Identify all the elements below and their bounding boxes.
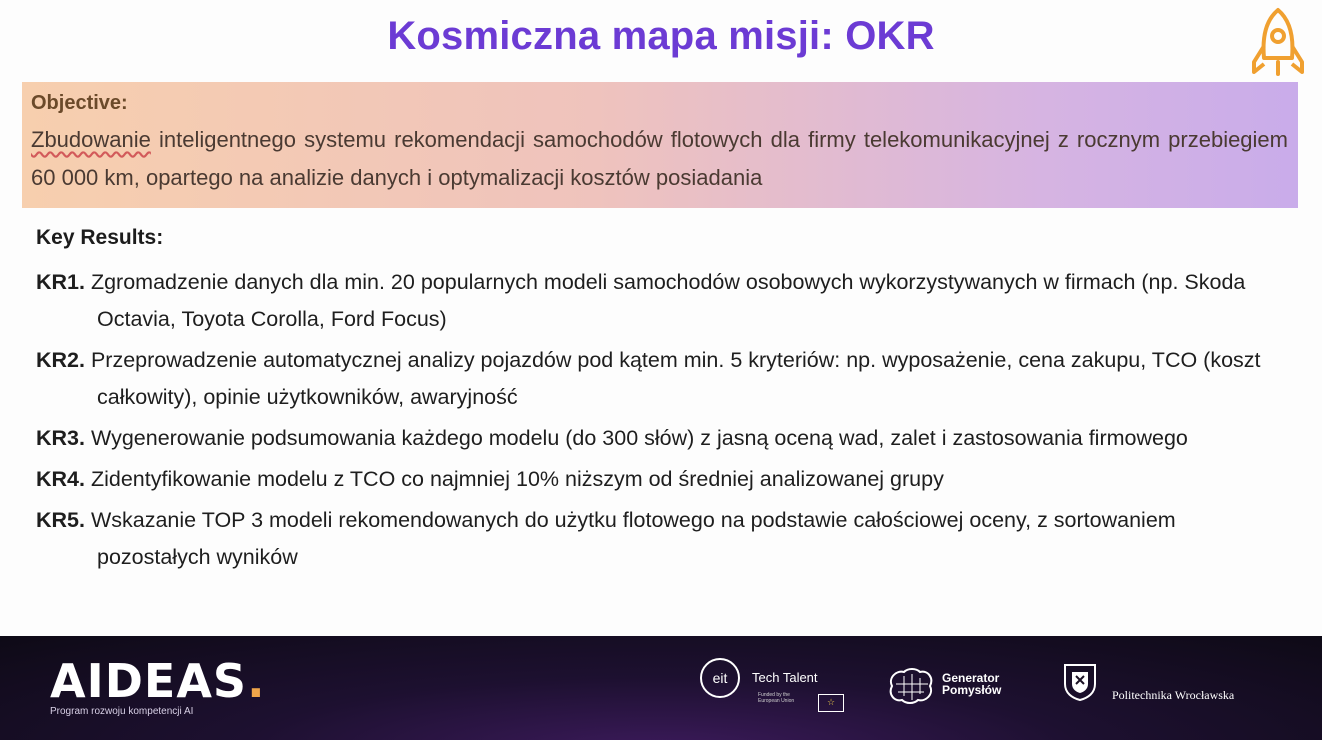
aideas-name: AIDEAS	[50, 654, 248, 708]
key-result-id: KR4.	[36, 467, 85, 491]
eu-funded-label: Funded by the European Union	[758, 692, 795, 704]
key-results-heading: Key Results:	[36, 226, 164, 249]
key-result-id: KR1.	[36, 270, 85, 294]
key-result-id: KR2.	[36, 348, 85, 372]
politechnika-label: Politechnika Wrocławska	[1112, 688, 1235, 702]
aideas-dot: .	[247, 654, 266, 708]
eit-tech-talent-logo	[700, 658, 850, 718]
generator-line2: Pomysłów	[942, 683, 1002, 697]
aideas-subtitle: Program rozwoju kompetencji AI	[50, 706, 194, 717]
generator-label	[942, 672, 1001, 696]
objective-label: Objective:	[31, 92, 128, 114]
brain-icon	[884, 666, 936, 706]
key-result-text: Wygenerowanie podsumowania każdego modelu (do 300 słów) z jasną oceną wad, zalet i zastosowania firmowego	[90, 426, 1188, 450]
objective-text-rest: inteligentnego systemu rekomendacji samochodów flotowych dla firmy telekomunikacyjnej z rocznym przebiegiem 60 000 km, opartego na analizie danych i optymalizacji kosztów posiadania	[31, 127, 1288, 190]
aideas-wordmark	[50, 654, 266, 708]
key-result-item	[36, 502, 1286, 576]
eit-label: Tech Talent	[752, 670, 818, 685]
objective-text	[31, 121, 1288, 197]
generator-line1: Generator	[942, 671, 1000, 685]
key-result-item	[36, 461, 1286, 498]
key-results-section	[36, 226, 1286, 580]
footer-bar	[0, 636, 1322, 740]
eu-flag-icon: ☆	[818, 694, 844, 712]
rocket-icon	[1248, 6, 1308, 78]
key-result-text: Zgromadzenie danych dla min. 20 popularnych modeli samochodów osobowych wykorzystywanych w firmach (np. Skoda Octavia, Toyota Corolla, Ford Focus)	[90, 270, 1246, 331]
key-result-text: Zidentyfikowanie modelu z TCO co najmniej 10% niższym od średniej analizowanej grupy	[90, 467, 944, 491]
key-result-item	[36, 264, 1286, 338]
slide-title: Kosmiczna mapa misji: OKR	[387, 14, 935, 58]
key-result-id: KR3.	[36, 426, 85, 450]
objective-first-word: Zbudowanie	[31, 127, 151, 152]
key-result-text: Wskazanie TOP 3 modeli rekomendowanych do użytku flotowego na podstawie całościowej oceny, z sortowaniem pozostałych wyników	[90, 508, 1176, 569]
eit-icon: eit	[700, 658, 740, 698]
key-result-id: KR5.	[36, 508, 85, 532]
key-result-item	[36, 342, 1286, 416]
politechnika-wroclawska-logo	[1062, 662, 1292, 718]
key-result-item	[36, 420, 1286, 457]
key-result-text: Przeprowadzenie automatycznej analizy pojazdów pod kątem min. 5 kryteriów: np. wyposażenie, cena zakupu, TCO (koszt całkowity), opinie użytkowników, awaryjność	[90, 348, 1261, 409]
generator-pomyslow-logo	[884, 666, 1024, 716]
university-crest-icon	[1062, 662, 1098, 702]
aideas-logo	[50, 654, 266, 726]
objective-box	[22, 82, 1298, 208]
